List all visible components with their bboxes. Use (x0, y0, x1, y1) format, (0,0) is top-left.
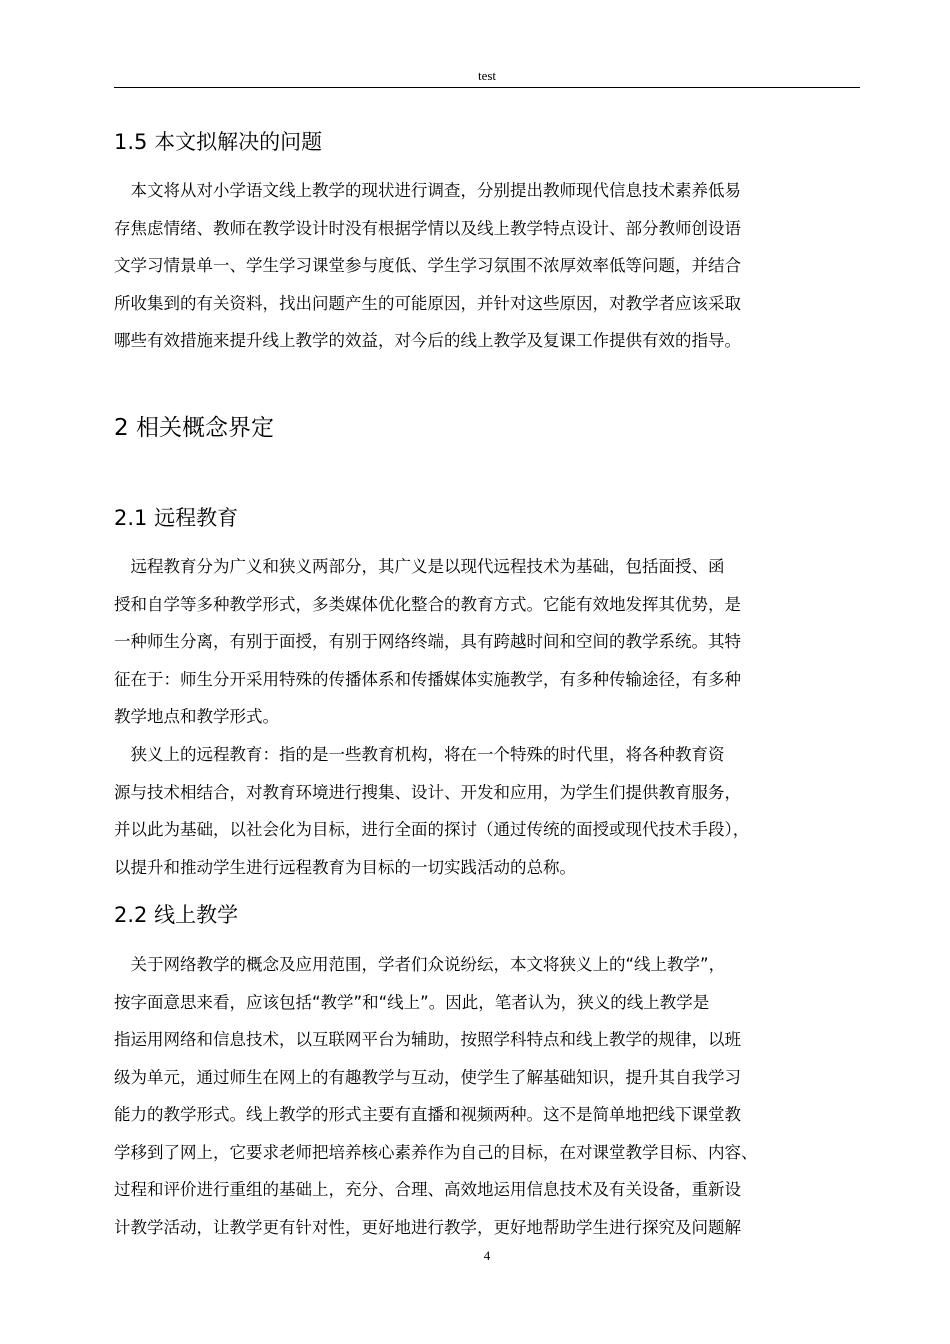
text-line: 按字面意思来看，应该包括“教学”和“线上”。因此，笔者认为，狭义的线上教学是 (114, 992, 710, 1012)
paragraph-2-1-a (114, 548, 864, 736)
text-line: 文学习情景单一、学生学习课堂参与度低、学生学习氛围不浓厚效率低等问题，并结合 (114, 256, 741, 275)
header-rule (114, 87, 860, 88)
text-line: 教学地点和教学形式。 (114, 707, 279, 726)
heading-1-5: 1.5 本文拟解决的问题 (114, 130, 323, 154)
text-line: 哪些有效措施来提升线上教学的效益，对今后的线上教学及复课工作提供有效的指导。 (114, 331, 741, 350)
paragraph-2-1-b (114, 736, 864, 886)
heading-2-2: 2.2 线上教学 (114, 903, 239, 927)
text-line: 指运用网络和信息技术，以互联网平台为辅助，按照学科特点和线上教学的规律，以班 (114, 1030, 741, 1049)
text-line: 所收集到的有关资料，找出问题产生的可能原因，并针对这些原因，对教学者应该采取 (114, 293, 741, 313)
page-header: test (477, 68, 497, 83)
text-line: 级为单元，通过师生在网上的有趣教学与互动，使学生了解基础知识，提升其自我学习 (114, 1067, 741, 1087)
text-line: 关于网络教学的概念及应用范围，学者们众说纷纭，本文将狭义上的“线上教学”， (114, 955, 726, 974)
page-number: 4 (483, 1248, 491, 1263)
heading-2-1: 2.1 远程教育 (114, 506, 239, 530)
text-line: 过程和评价进行重组的基础上，充分、合理、高效地运用信息技术及有关设备，重新设 (114, 1180, 741, 1199)
text-line: 征在于：师生分开采用特殊的传播体系和传播媒体实施教学，有多种传输途径，有多种 (114, 669, 741, 689)
text-line: 一种师生分离，有别于面授，有别于网络终端，具有跨越时间和空间的教学系统。其特 (114, 632, 741, 651)
text-line: 狭义上的远程教育：指的是一些教育机构，将在一个特殊的时代里，将各种教育资 (114, 745, 725, 764)
text-line: 以提升和推动学生进行远程教育为目标的一切实践活动的总称。 (114, 857, 576, 877)
paragraph-1-5 (114, 172, 864, 360)
text-line: 能力的教学形式。线上教学的形式主要有直播和视频两种。这不是简单地把线下课堂教 (114, 1105, 741, 1124)
text-line: 学移到了网上，它要求老师把培养核心素养作为自己的目标，在对课堂教学目标、内容、 (114, 1142, 758, 1162)
heading-2: 2 相关概念界定 (114, 415, 274, 441)
text-line: 远程教育分为广义和狭义两部分，其广义是以现代远程技术为基础，包括面授、函 (114, 557, 725, 576)
text-line: 并以此为基础，以社会化为目标，进行全面的探讨（通过传统的面授或现代技术手段）， (114, 820, 750, 839)
text-line: 授和自学等多种教学形式，多类媒体优化整合的教育方式。它能有效地发挥其优势，是 (114, 594, 741, 614)
text-line: 本文将从对小学语文线上教学的现状进行调查，分别提出教师现代信息技术素养低易 (114, 181, 741, 200)
text-line: 存焦虑情绪、教师在教学设计时没有根据学情以及线上教学特点设计、部分教师创设语 (114, 218, 741, 238)
text-line: 源与技术相结合，对教育环境进行搜集、设计、开发和应用，为学生们提供教育服务， (114, 782, 741, 802)
paragraph-2-2 (114, 946, 864, 1246)
text-line: 计教学活动，让教学更有针对性，更好地进行教学，更好地帮助学生进行探究及问题解 (114, 1217, 741, 1237)
